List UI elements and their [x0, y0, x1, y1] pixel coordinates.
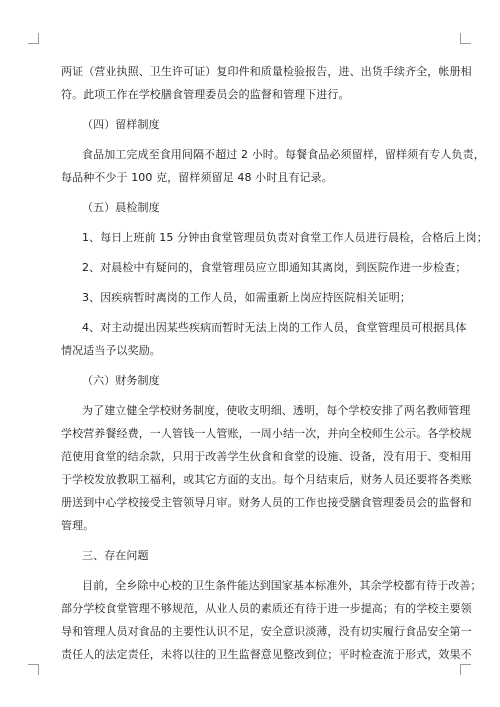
text-line: 为了建立健全学校财务制度，使收支明细、透明，每个学校安排了两名教师管理 [82, 404, 471, 417]
text-line: 于学校发放教职工福利，或其它方面的支出。每个月结束后，财务人员还要将各类账 [61, 473, 472, 486]
text-line: 学校营养餐经费，一人管钱一人管账，一周小结一次，并向全校师生公示。各学校规 [61, 427, 472, 440]
text-line: 情况适当予以奖励。 [61, 344, 161, 357]
text-line: 目前，全乡除中心校的卫生条件能达到国家基本标准外，其余学校都有待于改善； [82, 579, 482, 592]
text-line: 3、因疾病暂时离岗的工作人员，如需重新上岗应持医院相关证明； [82, 291, 411, 304]
text-line: 符。此项工作在学校膳食管理委员会的监督和管理下进行。 [61, 88, 350, 101]
section-heading-morning-check: （五）晨检制度 [82, 201, 160, 214]
crop-mark-top-left [28, 33, 39, 44]
text-line: 1、每日上班前 15 分钟由食堂管理员负责对食堂工作人员进行晨检，合格后上岗； [82, 231, 488, 244]
text-line: 责任人的法定责任，未将以往的卫生监督意见整改到位；平时检查流于形式，效果不 [61, 648, 472, 661]
text-line: 部分学校食堂管理不够规范，从业人员的素质还有待于进一步提高；有的学校主要领 [61, 602, 472, 615]
section-heading-existing-problems: 三、存在问题 [82, 549, 149, 562]
text-line: 4、对主动提出因某些疾病而暂时无法上岗的工作人员，食堂管理员可根据具体 [82, 321, 467, 334]
text-line: 管理。 [61, 519, 95, 532]
text-line: 2、对晨检中有疑问的，食堂管理员应立即通知其离岗，到医院作进一步检查； [82, 261, 467, 274]
text-line: 每品种不少于 100 克，留样须留足 48 小时且有记录。 [61, 171, 333, 184]
crop-mark-bottom-right [460, 664, 471, 675]
section-heading-sample-retention: （四）留样制度 [82, 118, 160, 131]
crop-mark-bottom-left [28, 664, 39, 675]
text-line: 导和管理人员对食品的主要性认识不足，安全意识淡薄，没有切实履行食品安全第一 [61, 625, 472, 638]
document-body [61, 60, 488, 666]
text-line: 食品加工完成至食用间隔不超过 2 小时。每餐食品必须留样，留样须有专人负责， [82, 148, 485, 161]
text-line: 范使用食堂的结余款，只用于改善学生伙食和食堂的设施、设备，没有用于、变相用 [61, 450, 472, 463]
text-line: 册送到中心学校接受主管领导月审。财务人员的工作也接受膳食管理委员会的监督和 [61, 496, 472, 509]
text-line: 两证（营业执照、卫生许可证）复印件和质量检验报告，进、出货手续齐全，帐册相 [61, 65, 472, 78]
crop-mark-top-right [460, 33, 471, 44]
section-heading-finance: （六）财务制度 [82, 374, 160, 387]
